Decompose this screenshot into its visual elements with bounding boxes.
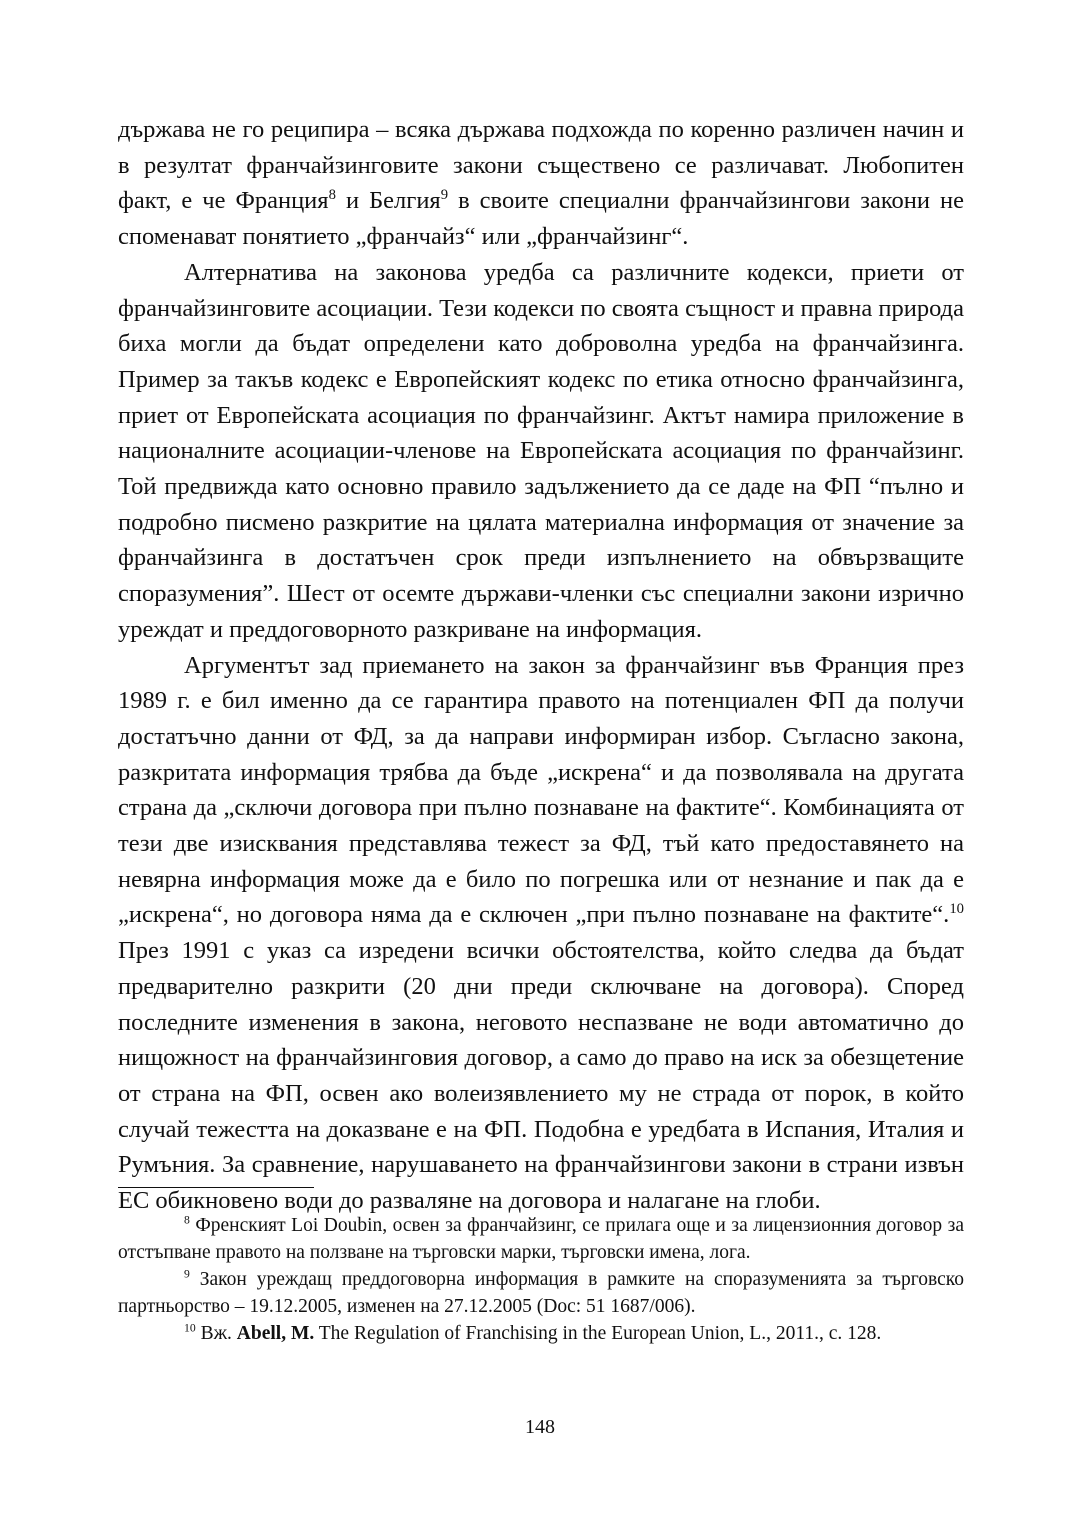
footnote-reference: 8	[328, 187, 336, 204]
footnote-10	[118, 1320, 964, 1347]
footnote-8	[118, 1212, 964, 1266]
page-number: 148	[525, 1416, 555, 1438]
footnote-reference: 10	[949, 901, 964, 918]
text-run: Френският Loi Doubin, освен за франчайзинг, се прилага още и за лицензионния договор за отстъпване правото на ползване на търговски марки, търговски имена, лога.	[118, 1215, 964, 1263]
footnote-number: 9	[184, 1267, 190, 1281]
footnotes	[118, 1212, 964, 1347]
paragraph-3	[118, 648, 964, 1219]
text-run: През 1991 с указ са изредени всички обстоятелства, който следва да бъдат предварително разкрити (20 дни преди сключване на договора). Според последните изменения в закона, неговото неспазване не води автоматично до нищожност на франчайзинговия договор, а само до право на иск за обезщетение от страна на ФП, освен ако волеизявлението му не страда от порок, в който случай тежестта на доказване е на ФП. Подобна е уредбата в Испания, Италия и Румъния. За сравнение, нарушаването на франчайзингови закони в страни извън ЕС обикновено води до разваляне на договора и налагане на глоби.	[118, 937, 964, 1215]
text-run: в своите специални франчайзингови закони не споменават понятието „франчайз“ или „франчайзинг“.	[118, 187, 964, 251]
text-run: Алтернатива на законова уредба са различните кодекси, приети от франчайзинговите асоциации. Тези кодекси по своята същност и правна природа биха могли да бъдат определени като доброволна уредба на франчайзинга. Пример за такъв кодекс е Европейският кодекс по етика относно франчайзинга, приет от Европейската асоциация по франчайзинг. Актът намира приложение в националните асоциации-членове на Европейската асоциация по франчайзинг. Той предвижда като основно правило задължението да се даде на ФП “пълно и подробно писмено разкритие на цялата материална информация от значение за франчайзинга в достатъчен срок преди изпълнението на обвързващите споразумения”. Шест от осемте държави-членки със специални закони изрично уреждат и преддоговорното разкриване на информация.	[118, 258, 964, 643]
footnote-number: 10	[184, 1321, 196, 1335]
text-run: Закон уреждащ преддоговорна информация в рамките на споразуменията за търговско партньорство – 19.12.2005, изменен на 27.12.2005 (Doc: 51 1687/006).	[118, 1269, 964, 1317]
text-run: Вж.	[195, 1323, 237, 1344]
author-name: Abell, M.	[236, 1323, 315, 1344]
text-run: и Белгия	[335, 187, 441, 215]
paragraph-2	[118, 255, 964, 648]
paragraph-1	[118, 112, 964, 255]
footnote-9	[118, 1266, 964, 1320]
body-text	[118, 112, 964, 1219]
text-run: The Regulation of Franchising in the European Union, L., 2011., с. 128.	[314, 1323, 882, 1344]
footnote-separator	[118, 1187, 314, 1188]
footnote-number: 8	[184, 1213, 190, 1227]
text-run: държава не го реципира – всяка държава подхожда по коренно различен начин и в резултат франчайзинговите закони съществено се различават. Любопитен факт, е че Франция	[118, 116, 964, 215]
page-content	[118, 112, 964, 1219]
text-run: Аргументът зад приемането на закон за франчайзинг във Франция през 1989 г. е бил именно да се гарантира правото на потенциален ФП да получи достатъчно данни от ФД, за да направи информиран избор. Съгласно закона, разкритата информация трябва да бъде „искрена“ и да позволявала на другата страна да „сключи договора при пълно познаване на фактите“. Комбинацията от тези две изисквания представлява тежест за ФД, тъй като предоставянето на невярна информация може да е било по погрешка или от незнание и пак да е „искрена“, но договора няма да е сключен „при пълно познаване на фактите“.	[118, 651, 964, 929]
footnote-reference: 9	[440, 187, 449, 204]
